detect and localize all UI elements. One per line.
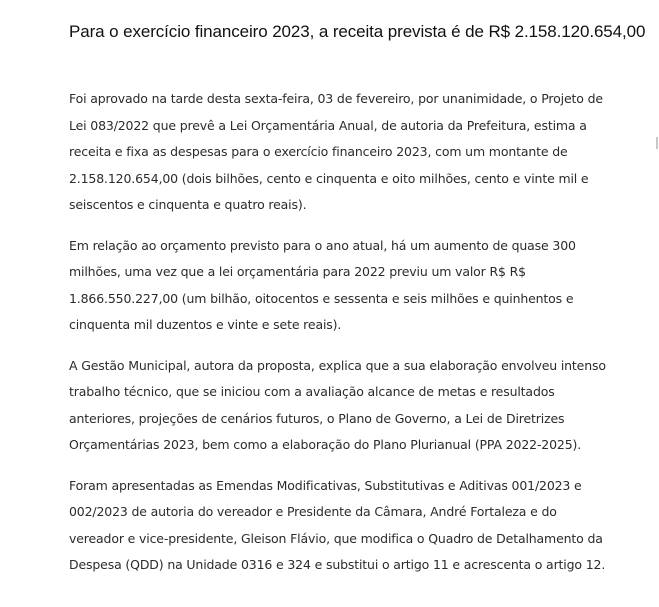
paragraph-line: 002/2023 de autoria do vereador e Presidente da Câmara, André Fortaleza e do xyxy=(69,504,557,519)
paragraph-approval xyxy=(69,86,635,219)
paragraph-line: anteriores, projeções de cenários futuros, o Plano de Governo, a Lei de Diretrizes xyxy=(69,410,565,426)
article-body xyxy=(69,86,635,593)
paragraph-line: receita e fixa as despesas para o exercício financeiro 2023, com um montante de xyxy=(69,144,568,159)
paragraph-amendments xyxy=(69,473,635,579)
paragraph-management xyxy=(69,353,635,459)
paragraph-comparison xyxy=(69,233,635,339)
paragraph-line: Foi aprovado na tarde desta sexta-feira, 03 de fevereiro, por unanimidade, o Projeto de xyxy=(69,91,603,106)
paragraph-line: milhões, uma vez que a lei orçamentária para 2022 previu um valor R$ R$ xyxy=(69,264,526,279)
paragraph-line: cinquenta mil duzentos e vinte e sete reais). xyxy=(69,317,342,332)
paragraph-line: seiscentos e cinquenta e quatro reais). xyxy=(69,197,307,212)
paragraph-line: trabalho técnico, que se iniciou com a avaliação alcance de metas e resultados xyxy=(69,384,555,399)
article-title: Para o exercício financeiro 2023, a receita prevista é de R$ 2.158.120.654,00 xyxy=(69,22,646,41)
paragraph-line: Despesa (QDD) na Unidade 0316 e 324 e substitui o artigo 11 e acrescenta o artigo 12. xyxy=(69,557,606,572)
paragraph-line: vereador e vice-presidente, Gleison Flávio, que modifica o Quadro de Detalhamento da xyxy=(69,530,603,546)
paragraph-line: Lei 083/2022 que prevê a Lei Orçamentária Anual, de autoria da Prefeitura, estima a xyxy=(69,117,587,133)
paragraph-line: A Gestão Municipal, autora da proposta, explica que a sua elaboração envolveu intenso xyxy=(69,357,606,373)
paragraph-line: Foram apresentadas as Emendas Modificativas, Substitutivas e Aditivas 001/2023 e xyxy=(69,477,582,493)
paragraph-line: 1.866.550.227,00 (um bilhão, oitocentos e sessenta e seis milhões e quinhentos e xyxy=(69,290,574,306)
scrollbar-edge xyxy=(656,137,658,149)
paragraph-line: Em relação ao orçamento previsto para o ano atual, há um aumento de quase 300 xyxy=(69,237,576,253)
paragraph-line: Orçamentárias 2023, bem como a elaboração do Plano Plurianual (PPA 2022-2025). xyxy=(69,437,582,452)
paragraph-line: 2.158.120.654,00 (dois bilhões, cento e cinquenta e oito milhões, cento e vinte mil e xyxy=(69,170,589,186)
